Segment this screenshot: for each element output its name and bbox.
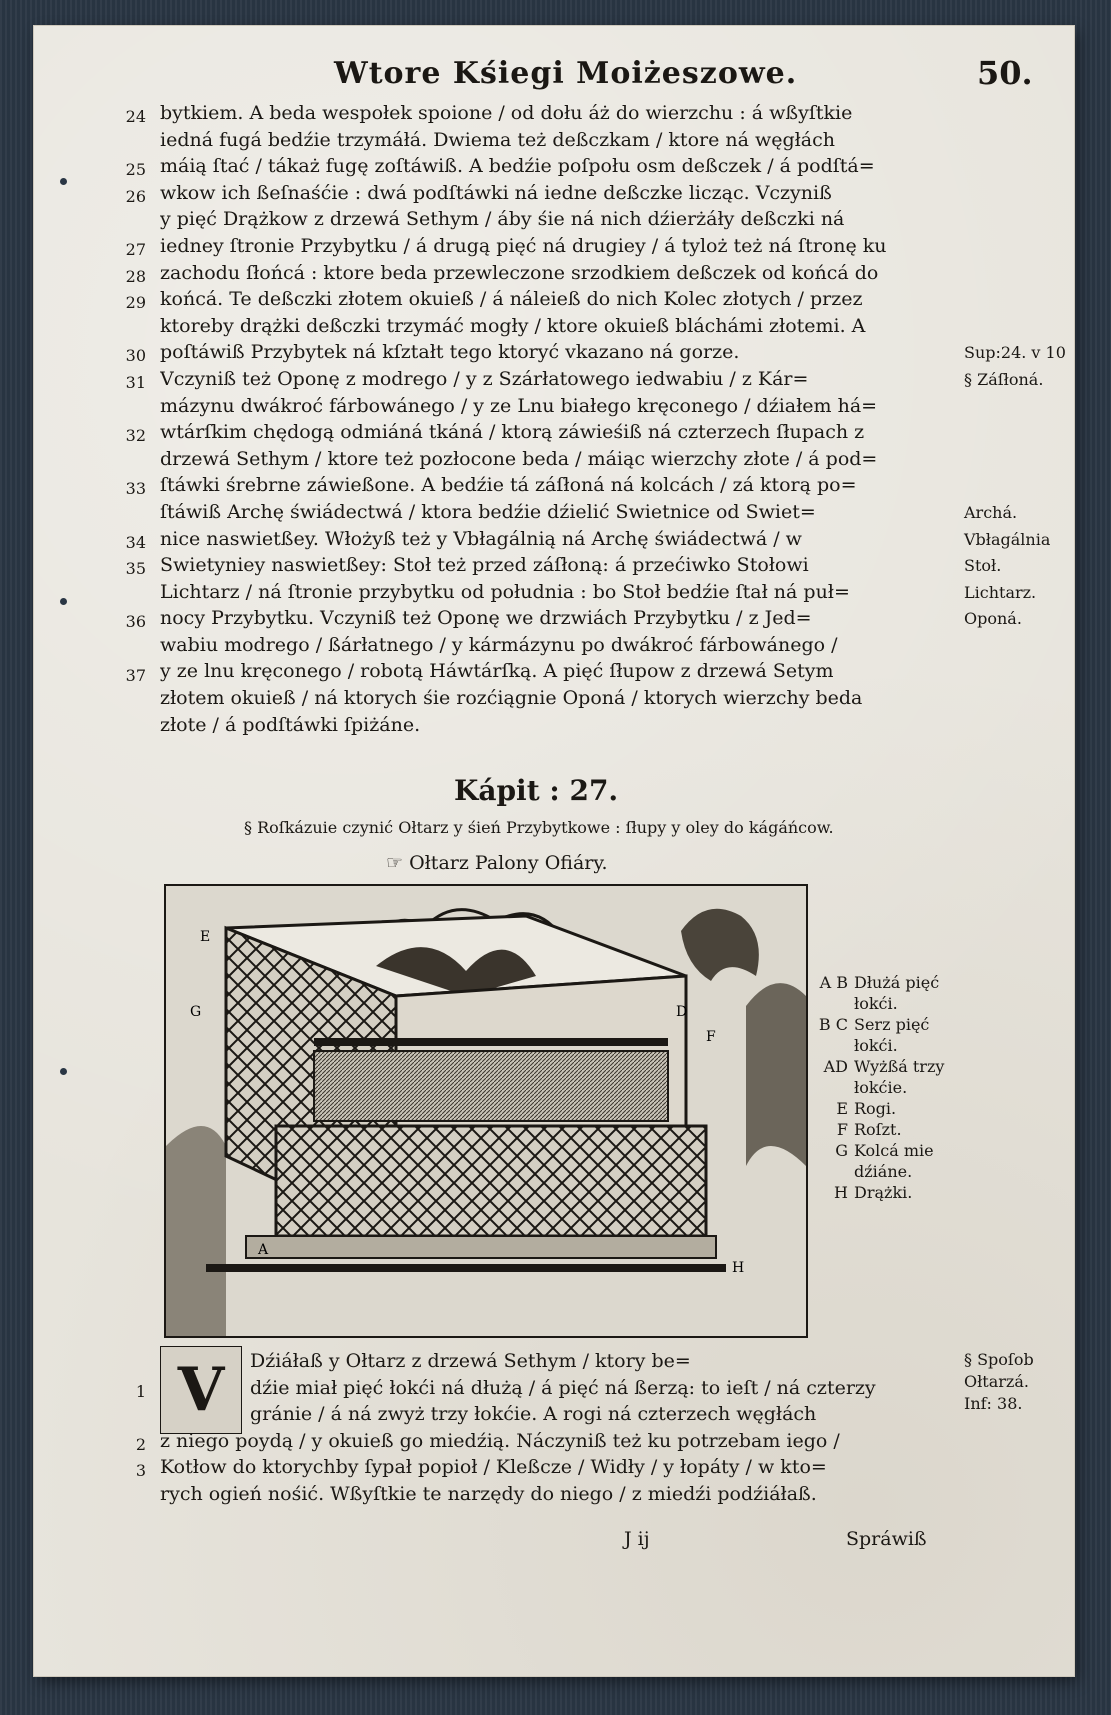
margin-note: Stoł.: [964, 556, 1002, 576]
legend-row: [812, 1098, 972, 1119]
signature-mark: J ij: [624, 1528, 650, 1550]
binding-hole: [60, 178, 67, 185]
chapter-heading: Kápit : 27.: [454, 774, 619, 807]
margin-note: Vbłagálnia: [964, 529, 1051, 549]
legend-key: A B: [819, 973, 848, 992]
legend-text: Roſzt.: [854, 1120, 902, 1139]
page-sheet: [34, 26, 1074, 1676]
verse-number: 36: [125, 612, 146, 632]
text-line: gránie / á ná zwyż trzy łokćie. A rogi ná czterzech węgłách: [250, 1403, 817, 1426]
legend-text: Dłużá pięć łokći.: [854, 973, 940, 1013]
verse-number: 31: [125, 373, 146, 392]
chapter-summary: § Roſkázuie czynić Ołtarz y śień Przybytkowe : ſłupy y oley do kágáńcow.: [244, 818, 834, 837]
binding-hole: [60, 598, 67, 605]
text-line: Lichtarz / ná ſtronie przybytku od południa : bo Stoł bedźie ſtał ná puł=: [160, 580, 850, 603]
margin-note: § Spoſob: [964, 1350, 1034, 1369]
margin-note: Sup:24. v 10: [964, 343, 1066, 363]
verse-number: 27: [125, 240, 146, 259]
text-line: zachodu ſłońcá : ktore beda przewleczone srzodkiem deßczek od końcá do: [160, 261, 879, 284]
text-line: Swietyniey naswietßey: Stoł też przed záſłoną: á przećiwko Stołowi: [160, 554, 809, 577]
verse-number: 25: [125, 160, 146, 180]
catchword: Spráwiß: [846, 1528, 927, 1550]
verse-number: 30: [125, 346, 146, 366]
text-line: poſtáwiß Przybytek ná kſztałt tego ktoryć vkazano ná gorze.: [160, 341, 740, 364]
text-line: rych ogień nośić. Wßyſtkie te narzędy do niego / z miedźi podźiáłaß.: [160, 1482, 817, 1505]
verse-number: 26: [125, 186, 146, 206]
margin-note: Archá.: [964, 503, 1018, 522]
text-line: złotem okuieß / ná ktorych śie rozćiągnie Oponá / ktorych wierzchy beda: [160, 687, 863, 710]
label-F: F: [706, 1029, 716, 1045]
label-H: H: [732, 1260, 745, 1276]
text-line: końcá. Te deßczki złotem okuieß / á náleieß do nich Kolec złotych / przez: [160, 288, 863, 311]
verse-number: 24: [125, 107, 146, 126]
verse-number: 2: [135, 1434, 146, 1454]
legend-text: Kolcá mie dźiáne.: [854, 1141, 934, 1181]
legend-key: E: [836, 1099, 848, 1118]
legend-key: H: [834, 1183, 848, 1202]
binding-hole: [60, 1068, 67, 1075]
legend-text: Serz pięć łokći.: [854, 1015, 930, 1055]
text-line: drzewá Sethym / ktore też pozłocone beda / máiąc wierzchy złote / á pod=: [160, 447, 878, 470]
text-line: y ze lnu kręconego / robotą Háwtárſką. A pięć ſłupow z drzewá Setym: [160, 660, 834, 683]
legend-row: [812, 1119, 972, 1140]
text-line: wabiu modrego / ßárłatnego / y kármázynu po dwákroć fárbowánego /: [160, 633, 838, 656]
text-line: wkow ich ßeſnaśćie : dwá podſtáwki ná iedne deßczke licząc. Vczyniß: [160, 181, 832, 204]
text-line: mázynu dwákroć fárbowánego / y ze Lnu białego kręconego / dźiałem há=: [160, 394, 878, 417]
margin-note: Inf: 38.: [964, 1394, 1023, 1413]
text-line: Kotłow do ktorychby ſypał popioł / Kleßcze / Widły / y łopáty / w kto=: [160, 1456, 827, 1479]
main-text-block: [160, 100, 992, 738]
legend-row: [812, 1140, 972, 1182]
legend-text: Drążki.: [854, 1183, 913, 1202]
legend-key: AD: [823, 1057, 848, 1076]
text-line: ſtáwki śrebrne záwießone. A bedźie tá záſłoná ná kolcách / zá ktorą po=: [160, 474, 857, 497]
text-line: nice naswietßey. Włożyß też y Vbłagálnią ná Archę świádectwá / w: [160, 527, 802, 550]
text-line: dźie miał pięć łokći ná dłużą / á pięć ná ßerzą: to ieſt / ná czterzy: [250, 1376, 876, 1399]
verse-number: 28: [125, 266, 146, 286]
label-E: E: [200, 929, 211, 945]
verse-number: 34: [125, 532, 146, 552]
text-line: iedná fugá bedźie trzymáłá. Dwiema też deßczkam / ktore ná węgłách: [160, 128, 836, 151]
verse-number: 35: [125, 559, 146, 579]
text-line: nocy Przybytku. Vczyniß też Oponę we drzwiách Przybytku / z Jed=: [160, 607, 812, 630]
text-line: iedney ſtronie Przybytku / á drugą pięć ná drugiey / á tyloż też ná ſtronę ku: [160, 234, 887, 257]
running-header: Wtore Kśiegi Moiżeszowe.: [334, 56, 798, 91]
legend-key: B C: [818, 1015, 848, 1034]
verse-number: 3: [135, 1461, 146, 1481]
text-line: wtárſkim chędogą odmiáná tkáná / ktorą záwieśiß ná czterzech ſłupach z: [160, 421, 865, 444]
text-line: z niego poydą / y okuieß go miedźią. Náczyniß też ku potrzebam iego /: [160, 1429, 840, 1452]
legend-text: Rogi.: [854, 1099, 897, 1118]
label-A: A: [258, 1242, 269, 1258]
legend-text: Wyżßá trzy łokćie.: [854, 1057, 945, 1097]
text-line: ſtáwiß Archę świádectwá / ktora bedźie dźielić Swietnice od Swiet=: [160, 500, 816, 523]
legend-row: [812, 1014, 972, 1056]
page-number: 50.: [977, 54, 1033, 92]
text-line: ktoreby drążki deßczki trzymáć mogły / ktore okuieß bláchámi złotemi. A: [160, 314, 866, 337]
text-line: máią ſtać / tákaż fugę zoſtáwiß. A bedźie poſpołu osm deßczek / á podſtá=: [160, 155, 875, 178]
text-line: Vczyniß też Oponę z modrego / y z Szárłatowego iedwabiu / z Kár=: [160, 367, 809, 390]
legend-row: [812, 1056, 972, 1098]
text-line: Dźiáłaß y Ołtarz z drzewá Sethym / ktory be=: [250, 1350, 691, 1372]
lower-text-block: [160, 1348, 992, 1508]
figure-legend: [812, 972, 972, 1203]
text-line: y pięć Drążkow z drzewá Sethym / áby śie ná nich dźierżáły deßczki ná: [160, 208, 845, 231]
verse-number: 37: [125, 665, 146, 685]
margin-note: Oponá.: [964, 609, 1022, 629]
label-D: D: [676, 1004, 688, 1020]
verse-number: 29: [125, 293, 146, 313]
verse-number: 33: [125, 479, 146, 499]
legend-row: [812, 1182, 972, 1203]
text-line: bytkiem. A beda wespołek spoione / od dołu áż do wierzchu : á wßyſtkie: [160, 102, 853, 124]
drop-cap: V: [160, 1346, 242, 1434]
margin-note: § Záſłoná.: [964, 370, 1044, 389]
figure-caption: ☞ Ołtarz Palony Ofiáry.: [386, 852, 608, 874]
altar-illustration: [166, 886, 806, 1336]
verse-number: 32: [125, 426, 146, 446]
label-G: G: [190, 1004, 202, 1020]
legend-key: G: [835, 1141, 848, 1160]
margin-note: Ołtarzá.: [964, 1372, 1029, 1391]
margin-note: Lichtarz.: [964, 582, 1037, 602]
altar-woodcut: [164, 884, 808, 1338]
text-line: złote / á podſtáwki ſpiżáne.: [160, 713, 421, 736]
legend-row: [812, 972, 972, 1014]
verse-number: 1: [135, 1381, 146, 1401]
legend-key: F: [836, 1120, 848, 1139]
